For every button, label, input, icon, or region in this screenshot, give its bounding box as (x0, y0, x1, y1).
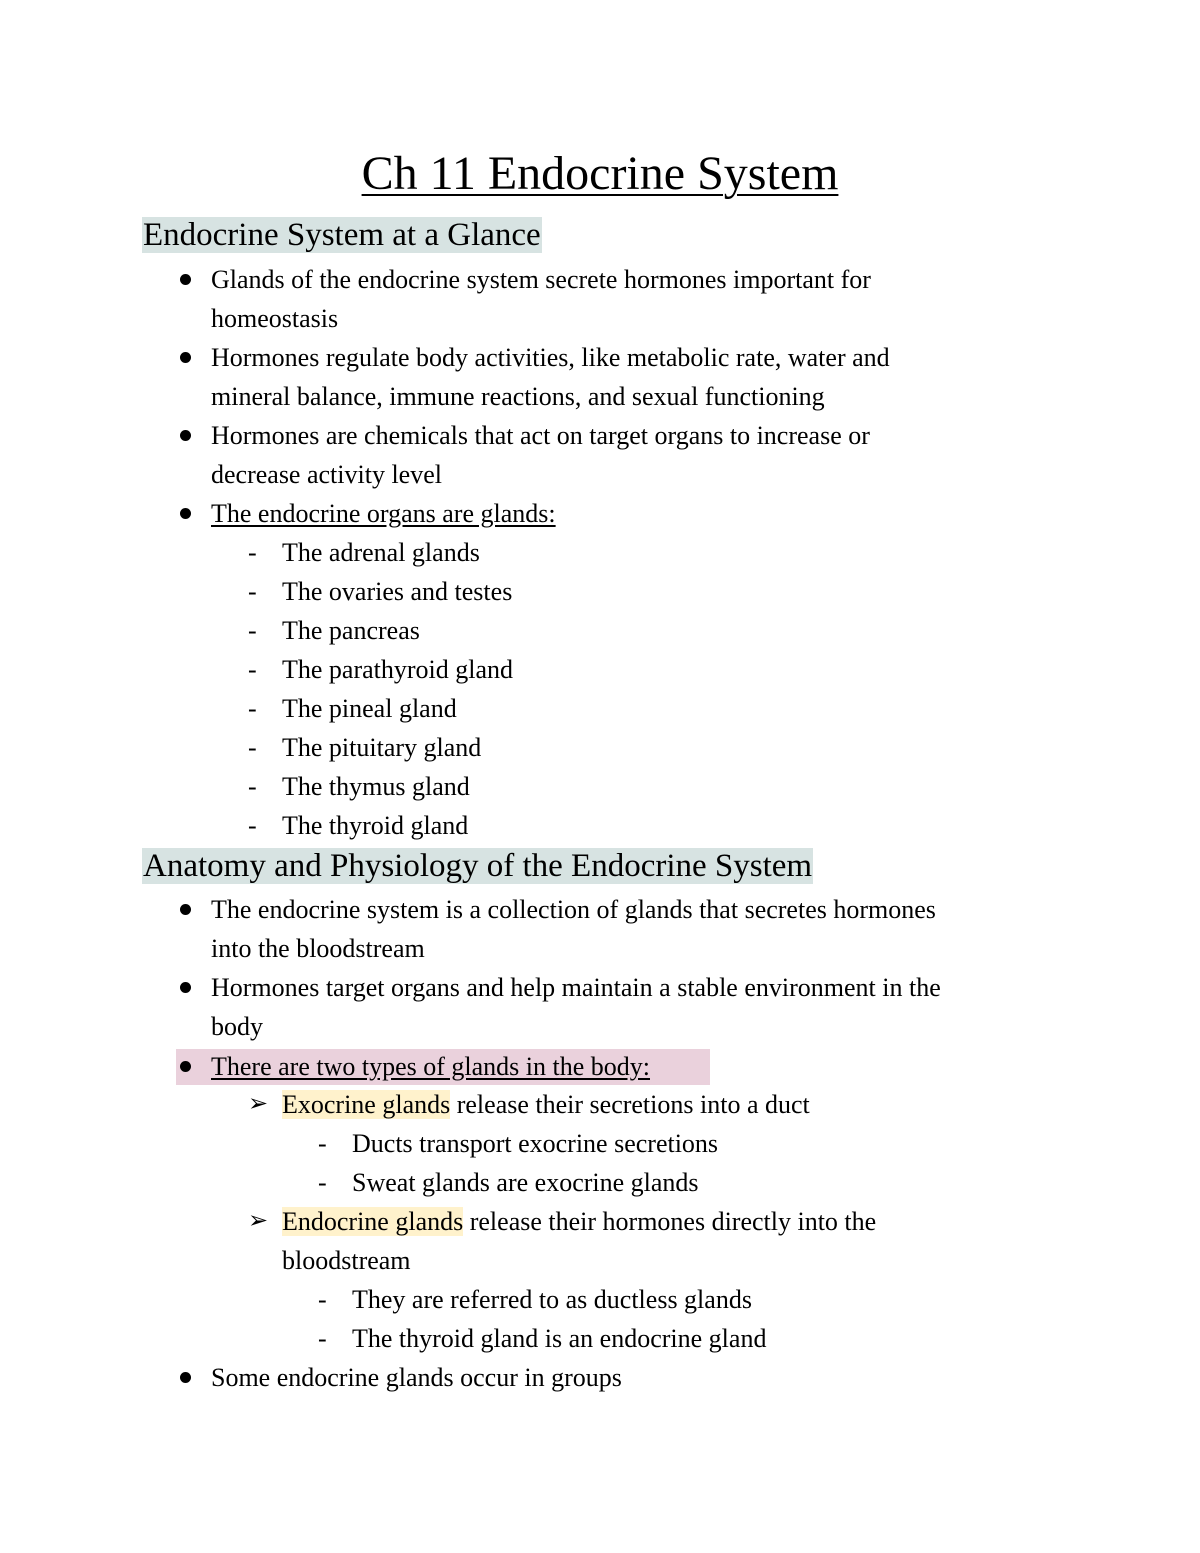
dash-icon: - (248, 694, 257, 723)
dash-icon: - (248, 538, 257, 567)
gland-item: The ovaries and testes (282, 577, 513, 606)
list-item: Hormones regulate body activities, like metabolic rate, water and (211, 343, 890, 372)
list-item-endocrine-organs: The endocrine organs are glands: (211, 499, 556, 528)
bullet-icon (180, 1358, 194, 1372)
exocrine-term: Exocrine glands (282, 1090, 451, 1119)
bullet-icon (180, 890, 194, 904)
list-item-continuation: mineral balance, immune reactions, and sexual functioning (211, 382, 825, 411)
gland-item: The pineal gland (282, 694, 457, 723)
page-title-text: Ch 11 Endocrine System (361, 147, 839, 200)
dash-icon: - (248, 577, 257, 606)
dash-icon: - (248, 733, 257, 762)
dash-icon: - (248, 616, 257, 645)
gland-item: The adrenal glands (282, 538, 480, 567)
bullet-icon (180, 494, 194, 508)
gland-item: The parathyroid gland (282, 655, 514, 684)
sub-item: The thyroid gland is an endocrine gland (352, 1324, 767, 1353)
list-item: Hormones target organs and help maintain a stable environment in the (211, 973, 941, 1002)
gland-type-endocrine (282, 1202, 876, 1241)
dash-icon: - (248, 772, 257, 801)
list-item-continuation: homeostasis (211, 304, 339, 333)
list-item: The endocrine system is a collection of glands that secretes hormones (211, 895, 936, 924)
bullet-icon (180, 416, 194, 430)
list-item-continuation: bloodstream (282, 1246, 411, 1275)
exocrine-description: release their secretions into a duct (450, 1090, 810, 1119)
gland-item: The pituitary gland (282, 733, 482, 762)
sub-item: Sweat glands are exocrine glands (352, 1168, 699, 1197)
section-heading-anatomy (142, 845, 813, 887)
list-item-gland-types: There are two types of glands in the body: (211, 1052, 650, 1081)
dash-icon: - (318, 1168, 327, 1197)
bullet-icon (180, 1047, 194, 1061)
sub-item: They are referred to as ductless glands (352, 1285, 752, 1314)
section-heading-text: Endocrine System at a Glance (143, 217, 541, 253)
gland-item: The thymus gland (282, 772, 470, 801)
gland-type-exocrine (282, 1085, 810, 1124)
section-heading-glance (142, 214, 542, 256)
arrow-bullet-icon: ➢ (248, 1091, 269, 1117)
sub-item: Ducts transport exocrine secretions (352, 1129, 719, 1158)
list-item: Some endocrine glands occur in groups (211, 1363, 622, 1392)
dash-icon: - (248, 811, 257, 840)
list-item-continuation: decrease activity level (211, 460, 442, 489)
list-item-continuation: into the bloodstream (211, 934, 425, 963)
section-heading-text: Anatomy and Physiology of the Endocrine System (143, 848, 813, 884)
page-title (0, 146, 1200, 202)
dash-icon: - (318, 1324, 327, 1353)
list-item: Hormones are chemicals that act on target organs to increase or (211, 421, 870, 450)
list-item: Glands of the endocrine system secrete hormones important for (211, 265, 871, 294)
gland-item: The thyroid gland (282, 811, 469, 840)
endocrine-description: release their hormones directly into the (463, 1207, 877, 1236)
list-item-continuation: body (211, 1012, 263, 1041)
arrow-bullet-icon: ➢ (248, 1208, 269, 1234)
endocrine-term: Endocrine glands (282, 1207, 464, 1236)
bullet-icon (180, 260, 194, 274)
gland-item: The pancreas (282, 616, 420, 645)
dash-icon: - (318, 1285, 327, 1314)
dash-icon: - (318, 1129, 327, 1158)
bullet-icon (180, 968, 194, 982)
bullet-icon (180, 338, 194, 352)
dash-icon: - (248, 655, 257, 684)
